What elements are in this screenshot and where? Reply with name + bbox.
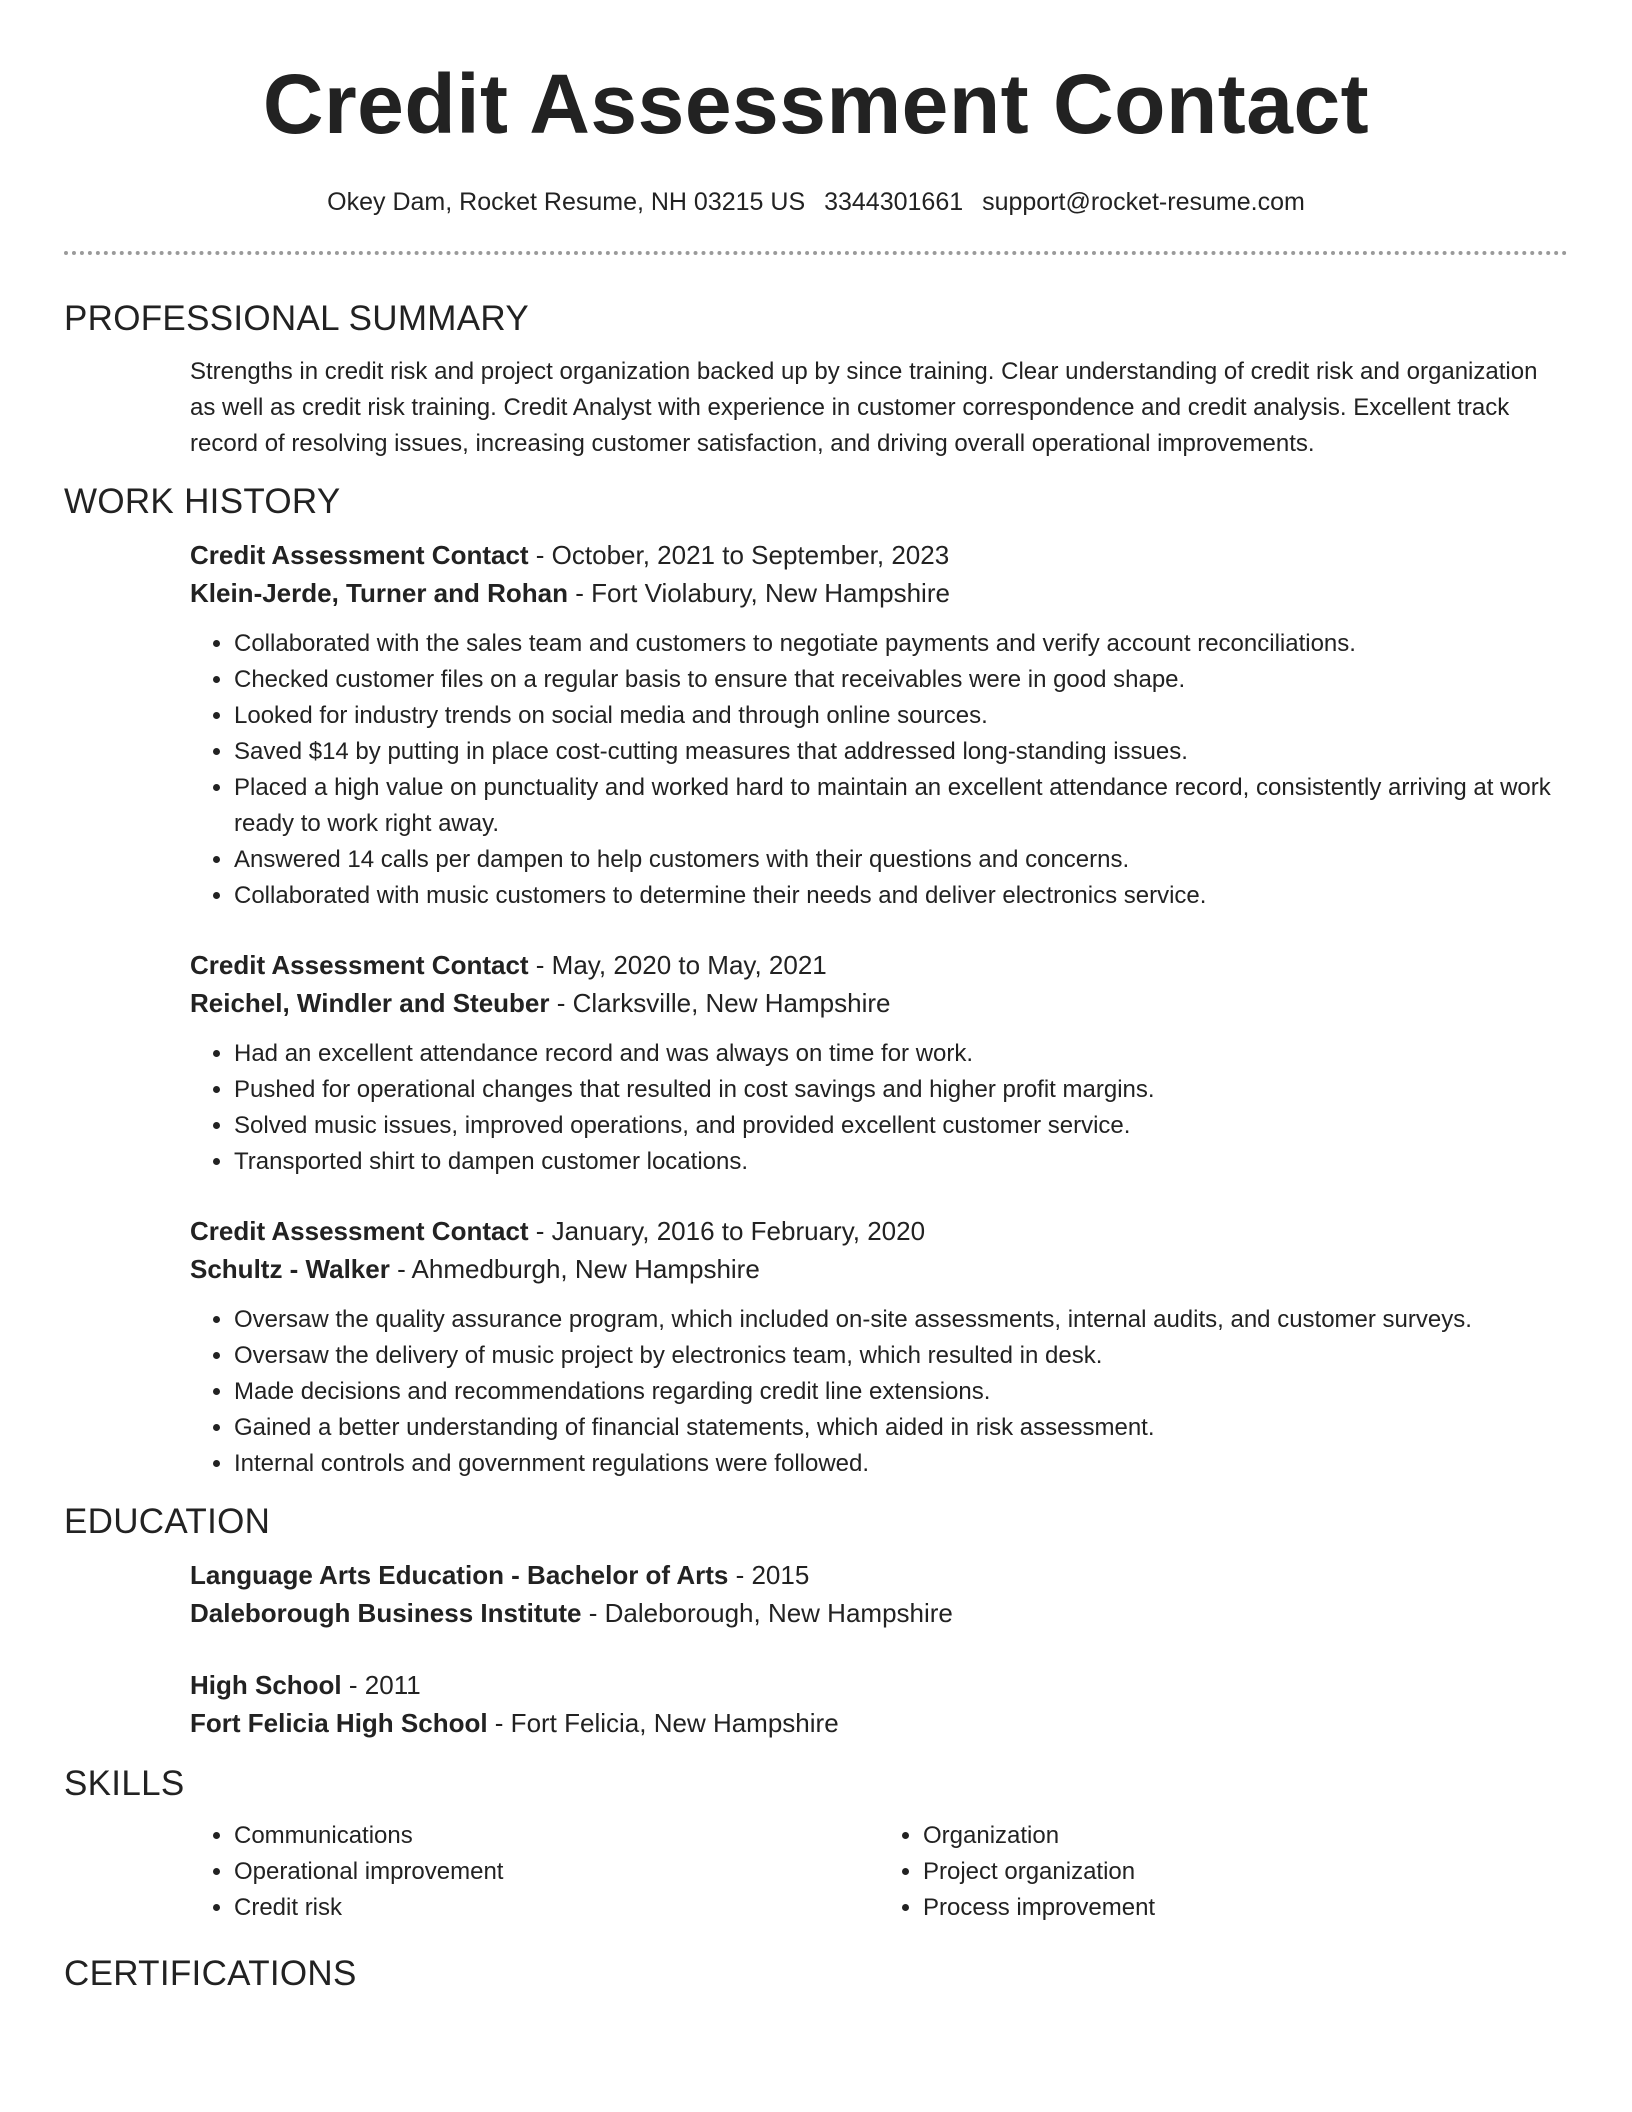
work-body bbox=[190, 536, 1568, 1482]
contact-phone: 3344301661 bbox=[824, 188, 964, 216]
job-title-line bbox=[190, 1212, 1568, 1250]
job-dates: - May, 2020 to May, 2021 bbox=[528, 950, 827, 980]
job-bullets bbox=[190, 1036, 1568, 1180]
education-degree-line bbox=[190, 1556, 1568, 1594]
education-degree: Language Arts Education - Bachelor of Arts bbox=[190, 1560, 729, 1590]
job-bullet: • Had an excellent attendance record and was always on time for work. bbox=[234, 1036, 1568, 1072]
job-bullet: • Made decisions and recommendations regarding credit line extensions. bbox=[234, 1374, 1568, 1410]
contact-email: support@rocket-resume.com bbox=[982, 188, 1305, 216]
education-school: Daleborough Business Institute bbox=[190, 1598, 582, 1628]
job-bullet: • Saved $14 by putting in place cost-cutting measures that addressed long-standing issues. bbox=[234, 734, 1568, 770]
job-bullet: • Collaborated with music customers to determine their needs and deliver electronics service. bbox=[234, 878, 1568, 914]
job-bullet: • Answered 14 calls per dampen to help customers with their questions and concerns. bbox=[234, 842, 1568, 878]
education-year: - 2015 bbox=[728, 1560, 810, 1590]
job-dates: - January, 2016 to February, 2020 bbox=[528, 1216, 926, 1246]
skills-column-right bbox=[879, 1818, 1568, 1926]
skill-item: • Operational improvement bbox=[234, 1854, 879, 1890]
resume-title: Credit Assessment Contact bbox=[262, 57, 1370, 151]
job-bullet: • Placed a high value on punctuality and worked hard to maintain an excellent attendance record, consistently arriving at work ready to work right away. bbox=[234, 770, 1568, 842]
summary-body bbox=[190, 354, 1568, 462]
skills-grid bbox=[190, 1818, 1568, 1926]
job-bullet: • Transported shirt to dampen customer locations. bbox=[234, 1144, 1568, 1180]
job-company-line bbox=[190, 1250, 1568, 1288]
job-bullet: • Collaborated with the sales team and customers to negotiate payments and verify account reconciliations. bbox=[234, 626, 1568, 662]
education-entry bbox=[190, 1666, 1568, 1742]
job-company: Schultz - Walker bbox=[190, 1254, 390, 1284]
header-divider bbox=[64, 251, 1568, 255]
education-year: - 2011 bbox=[341, 1670, 421, 1700]
job-bullet: • Solved music issues, improved operations, and provided excellent customer service. bbox=[234, 1108, 1568, 1144]
job-dates: - October, 2021 to September, 2023 bbox=[528, 540, 950, 570]
contact-address: Okey Dam, Rocket Resume, NH 03215 US bbox=[327, 188, 806, 216]
job-bullet: • Oversaw the quality assurance program, which included on-site assessments, internal audits, and customer surveys. bbox=[234, 1302, 1568, 1338]
section-heading-skills: SKILLS bbox=[64, 1764, 185, 1803]
job-location: - Ahmedburgh, New Hampshire bbox=[389, 1254, 760, 1284]
job-company: Reichel, Windler and Steuber bbox=[190, 988, 550, 1018]
section-heading-work: WORK HISTORY bbox=[64, 482, 341, 521]
section-heading-summary: PROFESSIONAL SUMMARY bbox=[64, 299, 529, 338]
skill-item: • Organization bbox=[923, 1818, 1568, 1854]
job-company: Klein-Jerde, Turner and Rohan bbox=[190, 578, 569, 608]
education-entry bbox=[190, 1556, 1568, 1632]
education-location: - Fort Felicia, New Hampshire bbox=[487, 1708, 839, 1738]
job-bullet: • Looked for industry trends on social media and through online sources. bbox=[234, 698, 1568, 734]
job-bullet: • Pushed for operational changes that resulted in cost savings and higher profit margins. bbox=[234, 1072, 1568, 1108]
job-location: - Fort Violabury, New Hampshire bbox=[568, 578, 950, 608]
job-company-line bbox=[190, 984, 1568, 1022]
job-entry bbox=[190, 536, 1568, 914]
job-title-line bbox=[190, 536, 1568, 574]
summary-text: Strengths in credit risk and project organization backed up by since training. Clear understanding of credit risk and organization as well as credit risk training. Credit Analyst with experience in customer correspondence and credit analysis. Excellent track record of resolving issues, increasing customer satisfaction, and driving overall operational improvements. bbox=[190, 358, 1538, 457]
job-bullet: • Gained a better understanding of financial statements, which aided in risk assessment. bbox=[234, 1410, 1568, 1446]
skill-item: • Project organization bbox=[923, 1854, 1568, 1890]
education-degree-line bbox=[190, 1666, 1568, 1704]
job-title: Credit Assessment Contact bbox=[190, 1216, 529, 1246]
job-bullet: • Checked customer files on a regular basis to ensure that receivables were in good shape. bbox=[234, 662, 1568, 698]
skills-body bbox=[190, 1818, 1568, 1926]
skill-item: • Credit risk bbox=[234, 1890, 879, 1926]
job-entry bbox=[190, 1212, 1568, 1482]
job-bullets bbox=[190, 1302, 1568, 1482]
education-school-line bbox=[190, 1594, 1568, 1632]
skill-item: • Process improvement bbox=[923, 1890, 1568, 1926]
job-entry bbox=[190, 946, 1568, 1180]
job-title: Credit Assessment Contact bbox=[190, 950, 529, 980]
job-bullet: • Internal controls and government regulations were followed. bbox=[234, 1446, 1568, 1482]
education-body bbox=[190, 1556, 1568, 1742]
job-title: Credit Assessment Contact bbox=[190, 540, 529, 570]
job-company-line bbox=[190, 574, 1568, 612]
job-location: - Clarksville, New Hampshire bbox=[549, 988, 891, 1018]
education-location: - Daleborough, New Hampshire bbox=[581, 1598, 953, 1628]
job-bullet: • Oversaw the delivery of music project by electronics team, which resulted in desk. bbox=[234, 1338, 1568, 1374]
contact-line bbox=[64, 188, 1568, 217]
education-degree: High School bbox=[190, 1670, 342, 1700]
skill-item: • Communications bbox=[234, 1818, 879, 1854]
section-heading-education: EDUCATION bbox=[64, 1502, 271, 1541]
education-school-line bbox=[190, 1704, 1568, 1742]
job-bullets bbox=[190, 626, 1568, 914]
education-school: Fort Felicia High School bbox=[190, 1708, 488, 1738]
section-heading-certifications: CERTIFICATIONS bbox=[64, 1954, 357, 1993]
job-title-line bbox=[190, 946, 1568, 984]
skills-column-left bbox=[190, 1818, 879, 1926]
